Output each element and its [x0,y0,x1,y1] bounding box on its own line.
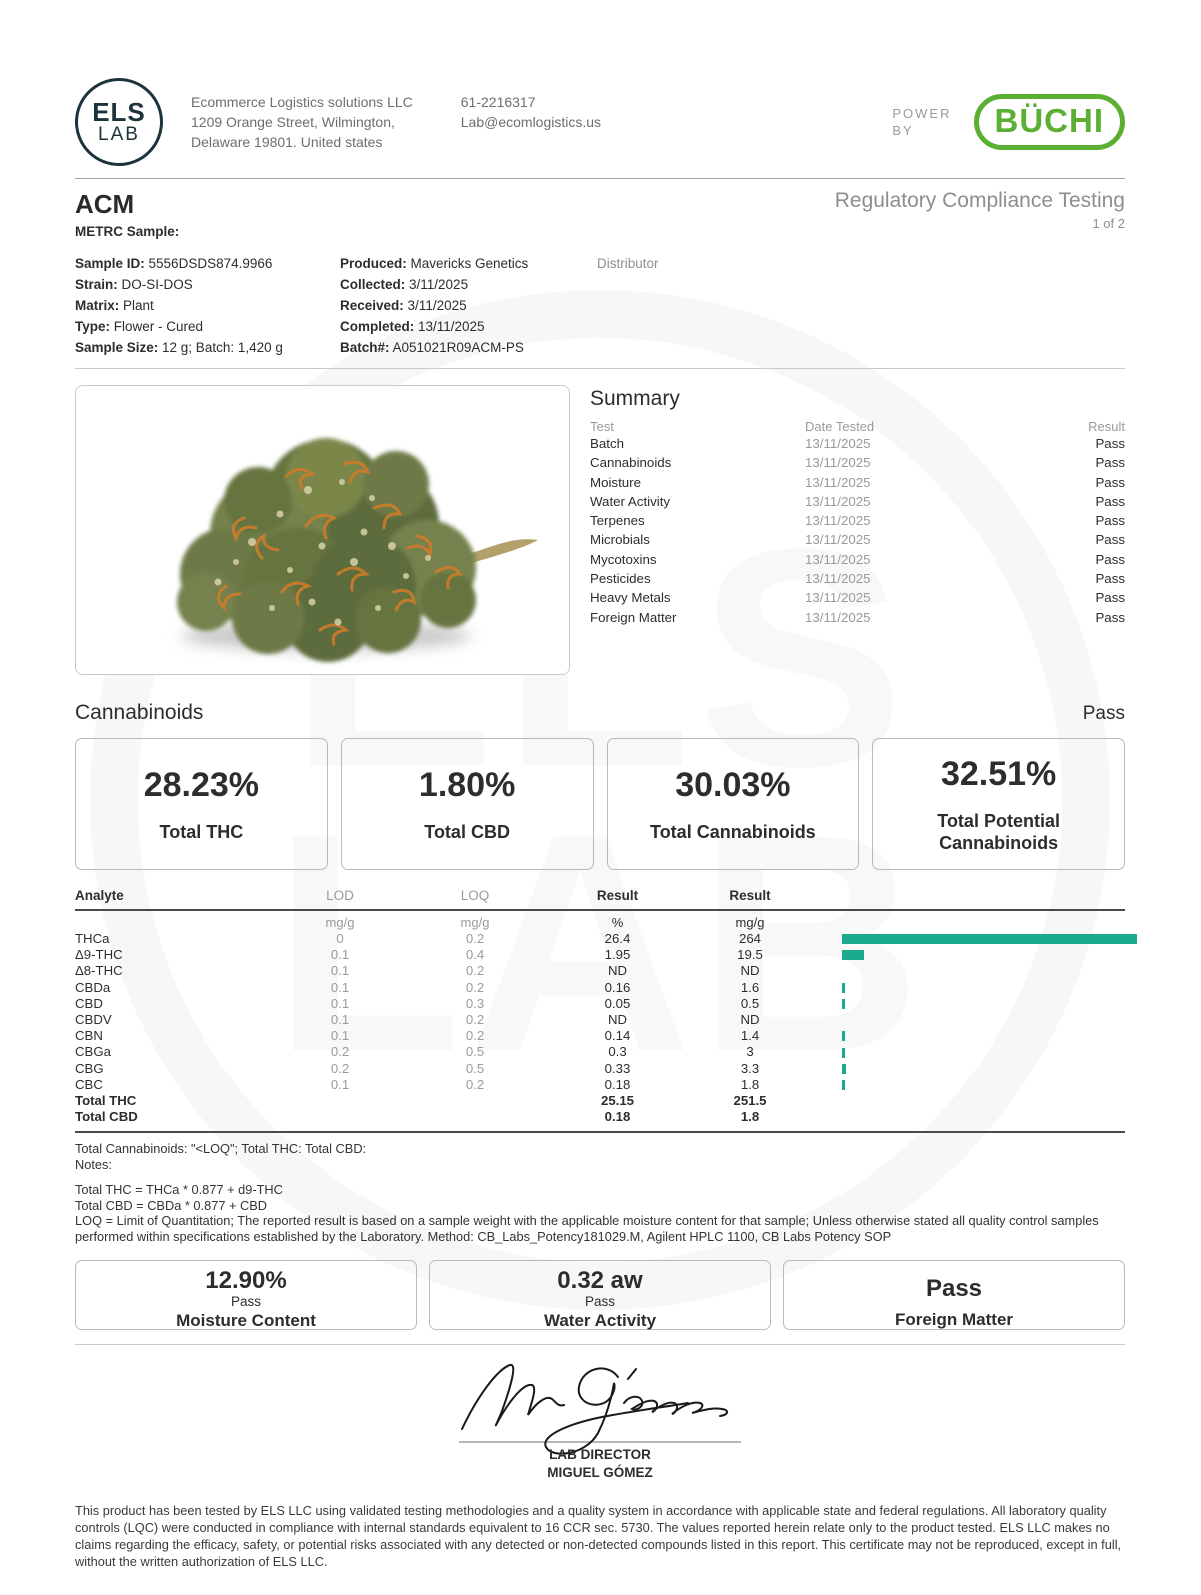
signature-line [459,1441,741,1443]
summary-test-name: Heavy Metals [590,590,671,606]
analyte-result-mgg: 251.5 [733,1093,767,1109]
cannabinoid-stat-boxes [75,738,1125,870]
result-label: Foreign Matter [894,1310,1014,1330]
analyte-result-bar [842,983,845,993]
summary-test-name: Cannabinoids [590,455,672,471]
sample-info-line: Type: Flower - Cured [75,319,204,334]
col-loq: LOQ [460,888,490,903]
power-by-label: POWER BY [892,106,952,139]
sample-info-line: Batch#: A051021R09ACM-PS [340,340,524,355]
logo-text-lab: LAB [98,124,140,146]
analyte-lod: 0.2 [330,1060,350,1076]
analyte-name: CBG [75,1060,104,1076]
analyte-result-bar [842,999,845,1009]
summary-rows [590,434,1125,627]
summary-row [590,453,1125,472]
formula-total-thc: Total THC = THCa * 0.877 + d9-THC [75,1182,283,1198]
sample-info-label: Produced: [340,256,407,271]
sample-info-line: Produced: Mavericks Genetics [340,256,529,271]
summary-col-result: Result [1088,419,1125,434]
analyte-result-pct: 0.3 [608,1044,627,1060]
summary-date-tested: 13/11/2025 [805,571,871,587]
analyte-loq: 0.2 [465,931,485,946]
sample-info-divider [75,368,1125,369]
signature-section-divider [75,1344,1125,1345]
analyte-result-mgg: 264 [738,931,761,946]
analyte-result-bar [842,1031,845,1041]
analyte-lod: 0 [336,931,344,946]
analyte-row [75,1061,1125,1077]
title-row [75,189,1125,239]
summary-row [590,608,1125,627]
analyte-row [75,1077,1125,1093]
result-value: 12.90% [205,1267,287,1295]
analyte-loq: 0.2 [465,1076,485,1092]
analyte-lod: 0.1 [330,963,350,979]
stat-value: 30.03% [675,765,791,804]
analyte-result-pct: 0.14 [604,1028,631,1044]
col-result-pct: Result [596,888,639,903]
summary-test-name: Microbials [590,532,650,548]
stat-label: Total Potential Cannabinoids [937,810,1060,853]
sample-info-col2 [340,253,585,358]
lab-address-block [191,92,413,152]
summary-result: Pass [1095,436,1125,451]
lab-phone: 61-2216317 [460,94,536,110]
signer-name: MIGUEL GÓMEZ [547,1465,653,1481]
analyte-result-mgg: 3 [746,1044,754,1060]
analyte-result-pct: 1.95 [604,947,631,963]
result-label: Water Activity [543,1311,657,1331]
summary-table [590,385,1125,675]
analyte-lod: 0.1 [330,947,350,963]
unit-result-pct: % [611,915,624,930]
sample-info-label: Received: [340,298,404,313]
summary-test-name: Mycotoxins [590,551,657,567]
summary-result: Pass [1095,571,1125,587]
analyte-name: Δ9-THC [75,947,123,963]
summary-test-name: Batch [590,436,625,451]
analyte-result-mgg: 1.6 [740,979,760,995]
sample-info-label: Sample Size: [75,340,159,355]
formula-total-cbd: Total CBD = CBDa * 0.877 + CBD [75,1197,268,1213]
summary-result: Pass [1095,513,1125,529]
analyte-loq: 0.4 [465,947,485,963]
analyte-result-bar [842,1080,845,1090]
page-title: ACM [75,189,135,219]
note-line2: Notes: [75,1156,112,1172]
summary-date-tested: 13/11/2025 [805,474,871,490]
analyte-result-pct: ND [607,963,628,979]
summary-row [590,473,1125,492]
summary-test-name: Pesticides [590,571,651,587]
summary-col-date: Date Tested [805,419,875,434]
analyte-row [75,947,1125,963]
sample-info-line: Received: 3/11/2025 [340,298,467,313]
analyte-bar-cell [810,950,1125,960]
cannabinoids-status: Pass [1082,703,1125,724]
analyte-result-pct: 26.4 [604,931,631,946]
analyte-result-mgg: ND [740,1012,760,1028]
summary-section [75,385,1125,675]
analyte-bar-cell [810,1048,1125,1058]
summary-header-row [590,419,1125,434]
stat-box [341,738,594,870]
analyte-name: CBD [75,995,103,1011]
summary-row [590,588,1125,607]
summary-date-tested: 13/11/2025 [805,590,871,606]
summary-test-name: Moisture [590,474,641,490]
stat-value: 28.23% [143,765,260,804]
stat-box [607,738,860,870]
result-value: Pass [925,1275,983,1303]
address-line2: Delaware 19801. United states [191,134,383,150]
sample-info-label: Type: [75,319,111,334]
sample-info-label: Completed: [340,319,415,334]
summary-result: Pass [1095,493,1125,509]
sample-info [75,253,1125,358]
cannabinoids-heading-row [75,701,1125,725]
lab-email: Lab@ecomlogistics.us [460,114,602,130]
analyte-result-pct: 0.16 [604,979,631,995]
stat-value: 1.80% [418,765,516,804]
summary-result: Pass [1095,590,1125,606]
cannabis-bud-image [76,386,570,675]
summary-col-test: Test [590,419,614,434]
company-name: Ecommerce Logistics solutions LLC [191,94,413,110]
summary-row [590,492,1125,511]
analyte-name: CBC [75,1076,103,1092]
sample-info-line: Matrix: Plant [75,298,154,313]
analyte-result-bar [842,1048,845,1058]
stat-label: Total THC [159,821,244,842]
sample-info-line: Sample ID: 5556DSDS874.9966 [75,256,273,271]
summary-result: Pass [1095,474,1125,490]
result-status: Pass [584,1294,615,1310]
analyte-result-mgg: 1.8 [740,1076,760,1092]
analyte-result-pct: 0.33 [604,1060,631,1076]
header-divider [75,178,1125,179]
analyte-bar-cell [810,983,1125,993]
analyte-result-pct: 0.18 [604,1109,631,1125]
distributor-label: Distributor [597,256,659,271]
cannabinoids-title: Cannabinoids [75,701,204,724]
analyte-result-mgg: 3.3 [740,1060,760,1076]
analyte-lod: 0.2 [330,1044,350,1060]
summary-row [590,530,1125,549]
footer-disclaimer: This product has been tested by ELS LLC using validated testing methodologies and a quality system in accordance with applicable state and federal regulations. All laboratory quality controls (LQC) were conducted in compliance with internal standards equivalent to 16 CCR sec. 5730. The values reported herein relate only to the product tested. ELS LLC makes no claims regarding the efficacy, safety, or potential risks associated with any detected or non-detected compounds listed in this report. This certificate may not be reproduced, except in full, without the written authorization of ELS LLC. [75,1503,1122,1570]
analyte-row [75,1044,1125,1060]
analyte-bar-cell [810,934,1137,944]
sample-info-label: Collected: [340,277,406,292]
sample-info-col1 [75,253,340,358]
analyte-name: Δ8-THC [75,963,123,979]
analyte-header-row [75,888,1125,909]
analyte-result-bar [842,950,864,960]
summary-test-name: Water Activity [590,493,671,509]
summary-row [590,569,1125,588]
summary-title: Summary [590,387,680,410]
analyte-result-pct: 25.15 [600,1093,634,1109]
analyte-lod: 0.1 [330,979,350,995]
sample-info-line: Collected: 3/11/2025 [340,277,469,292]
analyte-result-mgg: 0.5 [740,995,760,1011]
col-lod: LOD [326,888,354,903]
sample-photo [75,385,570,675]
analyte-bar-cell [810,1031,1125,1041]
analyte-lod: 0.1 [330,1076,350,1092]
result-box [429,1260,771,1330]
result-value: 0.32 aw [557,1267,643,1295]
unit-lod: mg/g [325,915,355,930]
summary-test-name: Foreign Matter [590,609,677,625]
sample-info-label: Strain: [75,277,118,292]
result-box [783,1260,1125,1330]
stat-box [75,738,328,870]
analyte-lod: 0.1 [330,995,350,1011]
analyte-row [75,996,1125,1012]
analyte-name: CBDV [75,1012,112,1028]
summary-date-tested: 13/11/2025 [805,532,871,548]
analyte-row [75,963,1125,979]
els-lab-logo [75,78,163,166]
result-label: Moisture Content [176,1311,316,1331]
summary-row [590,511,1125,530]
header [75,78,1125,166]
analyte-row [75,1028,1125,1044]
unit-result-mgg: mg/g [735,915,765,930]
result-box [75,1260,417,1330]
analyte-row [75,1109,1125,1125]
summary-date-tested: 13/11/2025 [805,513,871,529]
analyte-loq: 0.3 [465,995,485,1011]
analyte-name: CBN [75,1028,103,1044]
sample-info-label: Matrix: [75,298,120,313]
logo-text-els: ELS [92,97,146,128]
analyte-loq: 0.5 [465,1060,485,1076]
analyte-name: Total CBD [75,1109,138,1125]
stat-value: 32.51% [940,754,1057,793]
analyte-row [75,931,1125,947]
analyte-loq: 0.2 [465,1028,485,1044]
report-type-title: Regulatory Compliance Testing [834,189,1125,212]
analyte-loq: 0.2 [465,979,485,995]
analyte-name: Total THC [75,1093,137,1109]
analyte-units-row [75,911,1125,931]
summary-date-tested: 13/11/2025 [805,455,871,471]
analyte-name: CBDa [75,979,111,995]
analyte-row [75,1093,1125,1109]
sample-info-label: Sample ID: [75,256,145,271]
analyte-loq: 0.2 [465,963,485,979]
analyte-result-pct: 0.05 [604,995,631,1011]
analyte-result-mgg: 1.4 [740,1028,760,1044]
analyte-result-bar [842,934,1137,944]
analyte-row [75,1012,1125,1028]
summary-date-tested: 13/11/2025 [805,436,871,451]
buchi-logo: BÜCHI [974,94,1126,150]
analyte-bar-cell [810,1080,1125,1090]
summary-result: Pass [1095,551,1125,567]
signer-role: LAB DIRECTOR [549,1447,651,1463]
result-status: Pass [230,1294,261,1310]
note-line1: Total Cannabinoids: "<LOQ"; Total THC: Total CBD: [75,1141,367,1157]
signature-block [75,1357,1125,1480]
summary-date-tested: 13/11/2025 [805,609,871,625]
analyte-table [75,888,1125,1133]
analyte-row [75,980,1125,996]
summary-result: Pass [1095,455,1125,471]
unit-loq: mg/g [460,915,490,930]
col-analyte: Analyte [75,888,124,903]
analyte-result-bar [842,1064,846,1074]
summary-test-name: Terpenes [590,513,645,529]
analyte-result-pct: ND [607,1012,628,1028]
notes-block [75,1141,1125,1244]
result-boxes [75,1260,1125,1330]
summary-row [590,434,1125,453]
analyte-result-mgg: ND [740,963,760,979]
analyte-loq: 0.2 [465,1012,485,1028]
sample-info-line: Strain: DO-SI-DOS [75,277,193,292]
analyte-rows [75,931,1125,1125]
analyte-bar-cell [810,1064,1125,1074]
analyte-name: THCa [75,931,110,946]
address-line1: 1209 Orange Street, Wilmington, [191,114,395,130]
analyte-result-mgg: 1.8 [740,1109,760,1125]
stat-box [872,738,1125,870]
summary-date-tested: 13/11/2025 [805,551,871,567]
loq-note: LOQ = Limit of Quantitation; The reported result is based on a sample weight with the applicable moisture content for that sample; Unless otherwise stated all quality control samples performed within specifications established by the Laboratory. Method: CB_Labs_Potency181029.M, Agilent HPLC 1100, CB Labs Potency SOP [75,1213,1099,1244]
analyte-result-pct: 0.18 [604,1076,631,1092]
summary-result: Pass [1095,609,1125,625]
sample-info-line: Sample Size: 12 g; Batch: 1,420 g [75,340,283,355]
lab-contact-block [461,92,601,132]
page-indicator: 1 of 2 [1092,216,1125,231]
sample-info-label: Batch#: [340,340,390,355]
analyte-name: CBGa [75,1044,111,1060]
summary-result: Pass [1095,532,1125,548]
analyte-lod: 0.1 [330,1028,350,1044]
sample-info-line: Completed: 13/11/2025 [340,319,485,334]
report-type-block [835,189,1125,239]
header-right [892,94,1125,150]
analyte-loq: 0.5 [465,1044,485,1060]
analyte-bar-cell [810,999,1125,1009]
stat-label: Total Cannabinoids [650,821,816,842]
analyte-lod: 0.1 [330,1012,350,1028]
summary-row [590,550,1125,569]
stat-label: Total CBD [424,821,510,842]
summary-date-tested: 13/11/2025 [805,493,871,509]
metrc-sample-label: METRC Sample: [75,224,180,239]
analyte-bottom-divider [75,1131,1125,1133]
analyte-result-mgg: 19.5 [737,947,763,963]
col-result-mgg: Result [729,888,771,903]
